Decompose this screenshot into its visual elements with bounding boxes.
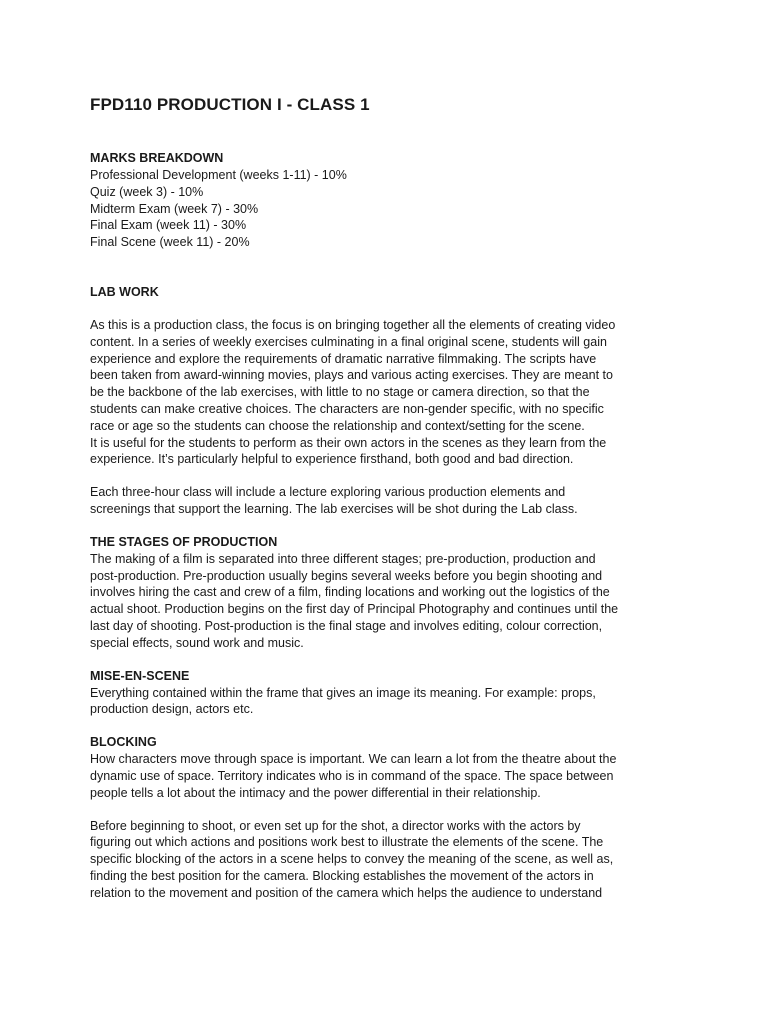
- paragraph-line: experience and explore the requirements of dramatic narrative filmmaking. The scripts have: [90, 351, 597, 366]
- document-title: FPD110 PRODUCTION I - CLASS 1: [90, 95, 370, 114]
- paragraph-line: been taken from award-winning movies, plays and various acting exercises. They are meant to: [90, 368, 613, 383]
- blocking-paragraph-1: [90, 751, 682, 801]
- paragraph-line: race or age so the students can choose the relationship and context/setting for the scene.: [90, 418, 585, 433]
- paragraph-line: finding the best position for the camera. Blocking establishes the movement of the actors in: [90, 868, 594, 883]
- paragraph-line: experience. It’s particularly helpful to experience firsthand, both good and bad direction.: [90, 452, 574, 467]
- paragraph-line: Before beginning to shoot, or even set up for the shot, a director works with the actors by: [90, 818, 581, 833]
- paragraph-line: screenings that support the learning. The lab exercises will be shot during the Lab class.: [90, 501, 578, 516]
- blocking-paragraph-2: [90, 818, 682, 902]
- marks-item: Final Scene (week 11) - 20%: [90, 235, 250, 250]
- stages-heading: THE STAGES OF PRODUCTION: [90, 534, 278, 549]
- document-page: [90, 94, 682, 902]
- lab-work-heading: LAB WORK: [90, 284, 159, 299]
- paragraph-line: As this is a production class, the focus is on bringing together all the elements of creating video: [90, 317, 616, 332]
- paragraph-line: The making of a film is separated into three different stages; pre-production, production and: [90, 551, 596, 566]
- paragraph-line: actual shoot. Production begins on the first day of Principal Photography and continues until the: [90, 602, 619, 617]
- mise-heading: MISE-EN-SCENE: [90, 668, 190, 683]
- lab-work-section: [90, 284, 682, 518]
- lab-work-paragraph-2: [90, 484, 682, 518]
- blocking-section: [90, 734, 682, 901]
- stages-section: [90, 534, 682, 652]
- paragraph-line: Everything contained within the frame that gives an image its meaning. For example: props,: [90, 685, 596, 700]
- paragraph-line: post-production. Pre-production usually begins several weeks before you begin shooting and: [90, 568, 603, 583]
- paragraph-line: relation to the movement and position of the camera which helps the audience to understand: [90, 885, 603, 900]
- paragraph-line: Each three-hour class will include a lecture exploring various production elements and: [90, 485, 566, 500]
- paragraph-line: How characters move through space is important. We can learn a lot from the theatre about the: [90, 752, 617, 767]
- marks-section: [90, 150, 682, 251]
- paragraph-line: be the backbone of the lab exercises, with little to no stage or camera direction, so that the: [90, 385, 590, 400]
- marks-item: Professional Development (weeks 1-11) - 10%: [90, 168, 347, 182]
- paragraph-line: It is useful for the students to perform as their own actors in the scenes as they learn from the: [90, 435, 607, 450]
- marks-item: Midterm Exam (week 7) - 30%: [90, 201, 259, 216]
- blocking-heading: BLOCKING: [90, 735, 157, 750]
- marks-item: Final Exam (week 11) - 30%: [90, 218, 247, 233]
- paragraph-line: figuring out which actions and positions work best to illustrate the elements of the scene. The: [90, 835, 604, 850]
- paragraph-line: people tells a lot about the intimacy and the power differential in their relationship.: [90, 785, 541, 800]
- paragraph-line: content. In a series of weekly exercises culminating in a final original scene, students will gain: [90, 334, 607, 349]
- mise-section: [90, 668, 682, 719]
- paragraph-line: students can make creative choices. The characters are non-gender specific, with no specific: [90, 401, 604, 416]
- paragraph-line: dynamic use of space. Territory indicates who is in command of the space. The space between: [90, 768, 614, 783]
- paragraph-line: specific blocking of the actors in a scene helps to convey the meaning of the scene, as well as,: [90, 852, 614, 867]
- marks-heading: MARKS BREAKDOWN: [90, 151, 224, 165]
- paragraph-line: last day of shooting. Post-production is the final stage and involves editing, colour correction,: [90, 618, 603, 633]
- paragraph-line: special effects, sound work and music.: [90, 635, 304, 650]
- marks-item: Quiz (week 3) - 10%: [90, 184, 204, 199]
- paragraph-line: involves hiring the cast and crew of a film, finding locations and working out the logistics of the: [90, 585, 610, 600]
- paragraph-line: production design, actors etc.: [90, 702, 254, 717]
- lab-work-paragraph-1: [90, 317, 682, 468]
